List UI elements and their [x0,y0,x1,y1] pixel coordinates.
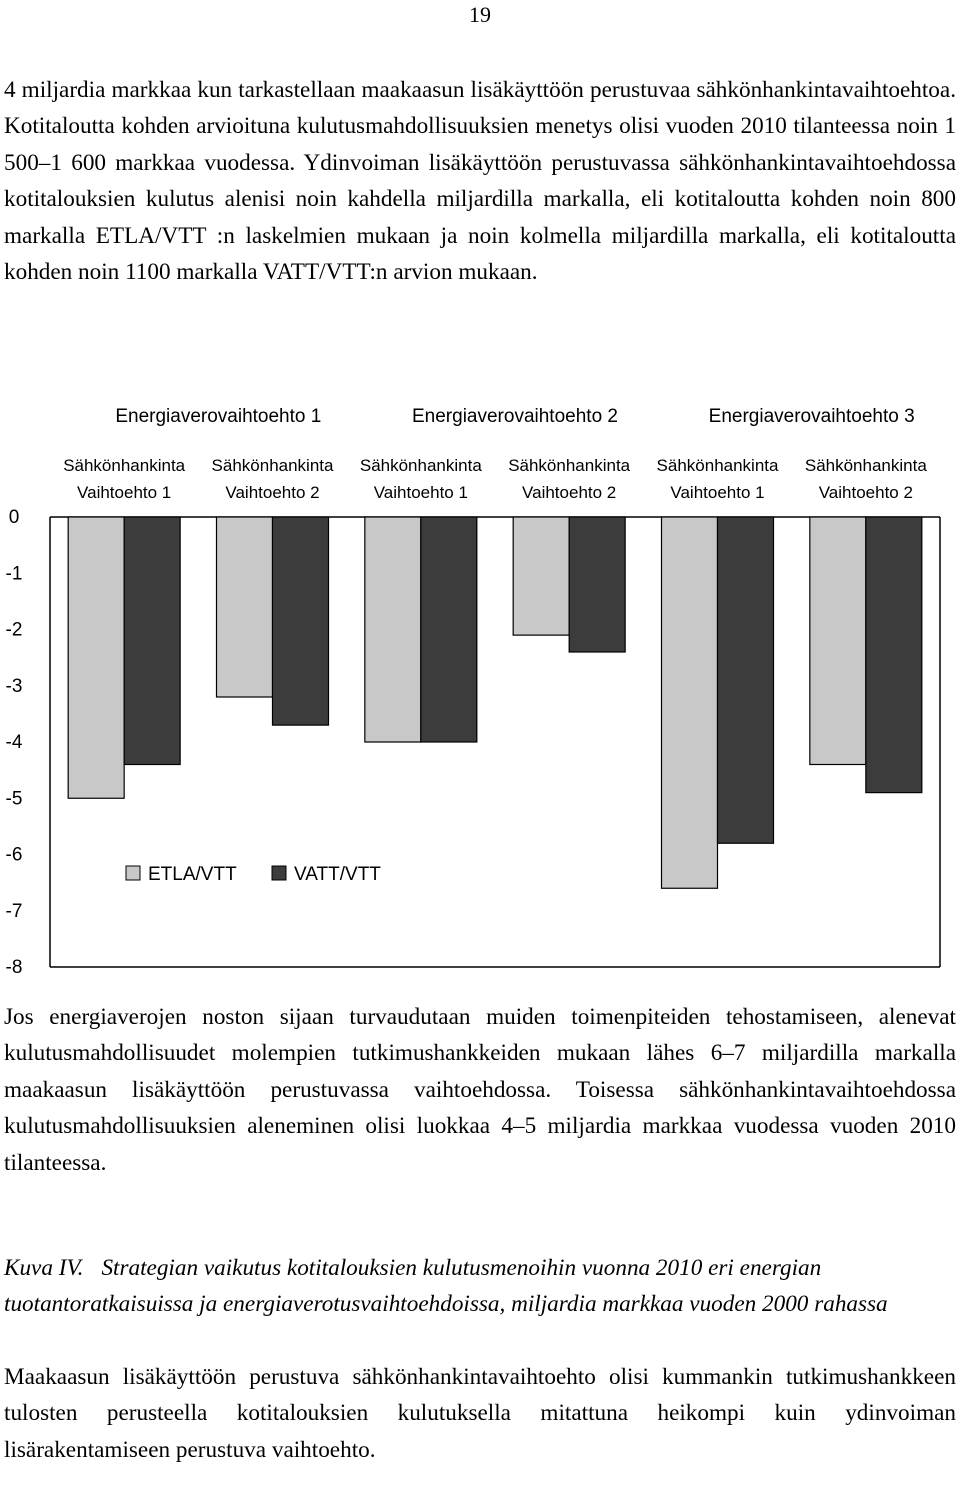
bar-vattvtt-2-1 [421,517,477,742]
y-tick-label-2: -2 [5,619,23,641]
group-label-2: Energiaverovaihtoehto 2 [412,406,618,427]
subgroup-label-line2-3-2: Vaihtoehto 2 [818,483,913,502]
figure-caption [4,1250,956,1323]
bar-vattvtt-2-2 [569,517,625,652]
subgroup-label-line2-3-1: Vaihtoehto 1 [670,483,765,502]
subgroup-label-line2-1-1: Vaihtoehto 1 [77,483,172,502]
legend-swatch-2 [272,866,286,880]
bar-etlavtt-1-2 [217,517,273,697]
caption-text: Strategian vaikutus kotitalouksien kulutusmenoihin vuonna 2010 eri energian tuotantoratkaisuissa ja energiaverotusvaihtoehdoissa, miljardia markkaa vuoden 2000 rahassa [4,1255,888,1318]
caption-label: Kuva IV. [4,1255,84,1281]
bar-etlavtt-3-1 [662,517,718,888]
bar-vattvtt-3-2 [866,517,922,793]
bar-chart [0,392,960,984]
subgroup-label-line2-2-1: Vaihtoehto 1 [373,483,468,502]
y-tick-label-3: -3 [5,675,23,697]
subgroup-label-line1-1-1: Sähkönhankinta [63,456,186,475]
subgroup-label-line1-3-1: Sähkönhankinta [656,456,779,475]
y-tick-label-6: -6 [5,844,23,866]
bar-etlavtt-1-1 [68,517,124,798]
subgroup-label-line1-1-2: Sähkönhankinta [211,456,334,475]
legend-label-2: VATT/VTT [294,864,381,885]
subgroup-label-line1-2-2: Sähkönhankinta [508,456,631,475]
paragraph-middle: Jos energiaverojen noston sijaan turvaudutaan muiden toimenpiteiden tehostamiseen, alenevat kulutusmahdollisuudet molempien tutkimushankkeiden mukaan lähes 6–7 miljardilla markalla maakaasun lisäkäyttöön perustuvassa vaihtoehdossa. Toisessa sähkönhankintavaihtoehdossa kulutusmahdollisuuksien aleneminen olisi luokkaa 4–5 miljardia markkaa vuodessa vuoden 2010 tilanteessa. [4,1004,956,1176]
y-tick-label-8: -8 [5,957,23,978]
bar-etlavtt-2-1 [365,517,421,742]
legend-label-1: ETLA/VTT [148,864,237,885]
y-tick-label-1: -1 [5,563,23,585]
subgroup-label-line2-2-2: Vaihtoehto 2 [522,483,617,502]
bar-vattvtt-1-1 [124,517,180,765]
bar-vattvtt-1-2 [273,517,329,725]
subgroup-label-line2-1-2: Vaihtoehto 2 [225,483,320,502]
y-tick-label-0: 0 [8,507,20,528]
y-tick-label-7: -7 [5,900,23,922]
y-tick-label-4: -4 [5,732,23,753]
group-label-1: Energiaverovaihtoehto 1 [115,406,322,427]
y-tick-label-5: -5 [5,788,23,810]
subgroup-label-line1-3-2: Sähkönhankinta [804,456,927,475]
paragraph-top: 4 miljardia markkaa kun tarkastellaan maakaasun lisäkäyttöön perustuvaa sähkönhankintavaihtoehtoa. Kotitaloutta kohden arvioituna kulutusmahdollisuuksien menetys olisi vuoden 2010 tilanteessa noin 1 500–1 600 markkaa vuodessa. Ydinvoiman lisäkäyttöön perustuvassa sähkönhankintavaihtoehdossa kotitalouksien kulutus alenisi noin kahdella miljardilla markalla, eli kotitaloutta kohden noin 800 markalla ETLA/VTT :n laskelmien mukaan ja noin kolmella miljardilla markalla, eli kotitaloutta kohden noin 1100 markalla VATT/VTT:n arvion mukaan. [4,77,956,286]
subgroup-label-line1-2-1: Sähkönhankinta [359,456,482,475]
paragraph-bottom: Maakaasun lisäkäyttöön perustuva sähkönhankintavaihtoehto olisi kummankin tutkimushankkeen tulosten perusteella kotitalouksien kulutuksella mitattuna heikompi kuin ydinvoiman lisärakentamiseen perustuva vaihtoehto. [4,1364,956,1463]
page-number: 19 [469,2,491,27]
bar-etlavtt-2-2 [513,517,569,635]
group-label-3: Energiaverovaihtoehto 3 [708,406,915,427]
bar-etlavtt-3-2 [810,517,866,765]
bar-vattvtt-3-1 [718,517,774,843]
legend-swatch-1 [126,866,140,880]
